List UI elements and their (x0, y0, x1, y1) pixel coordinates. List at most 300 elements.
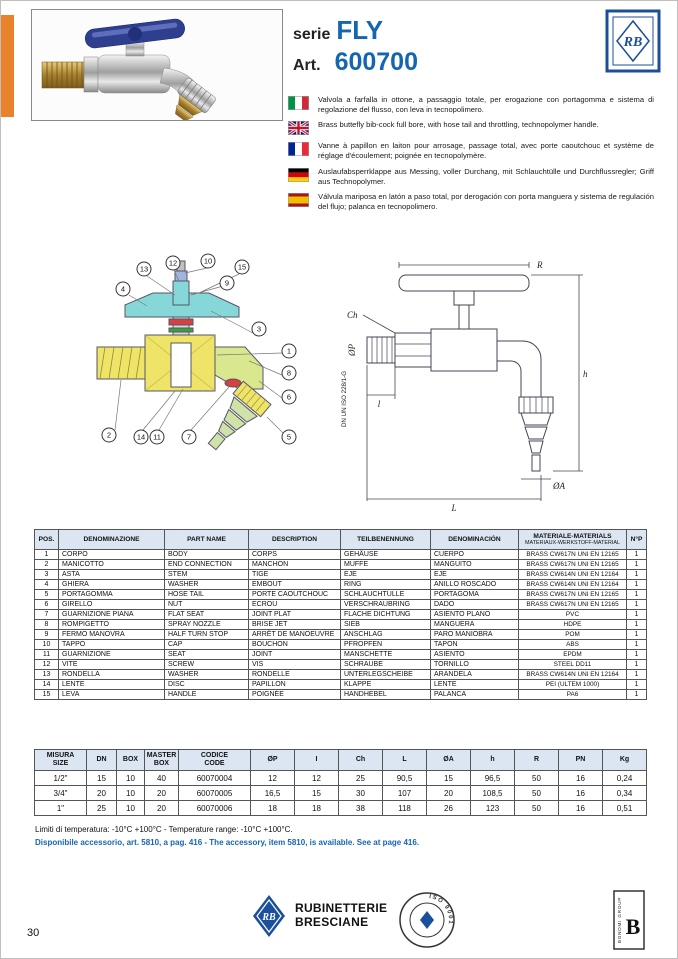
exploded-view-drawing (87, 249, 339, 525)
dims-header-pn: PN (559, 750, 603, 771)
table-cell: 60070005 (179, 786, 251, 801)
dims-header-i: I (295, 750, 339, 771)
table-cell: 1 (627, 630, 647, 640)
brand-name-line1: RUBINETTERIE (295, 901, 388, 916)
table-cell: HANDLE (165, 690, 249, 700)
table-cell: 3/4" (35, 786, 87, 801)
table-cell: 0,51 (603, 801, 647, 816)
table-cell: 96,5 (471, 771, 515, 786)
parts-table-header-row (35, 530, 647, 550)
svg-text:4: 4 (120, 284, 126, 294)
table-row (35, 620, 647, 630)
table-row (35, 680, 647, 690)
dims-header-misura (35, 750, 87, 771)
flag-spain-icon (288, 193, 309, 207)
group-letter: B (625, 914, 641, 939)
description-text-french: Vanne à papillon en laiton pour arrosage, passage total, avec porte caoutchouc et système de réglage d'écoulement; poignée en tecnopolymère. (318, 141, 654, 161)
title-block (293, 15, 418, 77)
svg-text:13: 13 (139, 264, 149, 274)
description-text-spanish: Válvula mariposa en latón a paso total, por derogación con porta manguera y sistema de regulación del flujo; palanca en tecnopolimero. (318, 192, 654, 212)
table-cell: LENTE (59, 680, 165, 690)
table-cell: MANSCHETTE (341, 650, 431, 660)
description-text-english: Brass buttefly bib-cock full bore, with hose tail and throttling, technopolymer handle. (318, 120, 599, 130)
table-cell: HOSE TAIL (165, 590, 249, 600)
table-cell: FLACHE DICHTUNG (341, 610, 431, 620)
table-cell: 40 (145, 771, 179, 786)
group-logo (613, 890, 645, 950)
table-cell: BRASS CW617N UNI EN 12165 (519, 550, 627, 560)
table-cell: FERMO MANOVRA (59, 630, 165, 640)
table-cell: DADO (431, 600, 519, 610)
table-cell: 38 (339, 801, 383, 816)
language-descriptions (288, 95, 654, 212)
description-text-italian: Valvola a farfalla in ottone, a passaggio totale, per erogazione con portagomma e sistema di regolazione del flusso, con leva in tecnopolimero. (318, 95, 654, 114)
table-cell: VITE (59, 660, 165, 670)
dimension-drawing (339, 249, 593, 525)
table-cell: 16 (559, 771, 603, 786)
table-row (35, 590, 647, 600)
table-cell: 1 (627, 610, 647, 620)
table-cell: WASHER (165, 670, 249, 680)
table-cell: POIGNÉE (249, 690, 341, 700)
table-cell: BRASS CW617N UNI EN 12165 (519, 600, 627, 610)
table-cell: DISC (165, 680, 249, 690)
accessory-note: Disponibile accessorio, art. 5810, a pag. 416 - The accessory, item 5810, is available. See at page 416. (35, 838, 420, 847)
group-logo-icon (613, 890, 645, 950)
table-cell: 1/2" (35, 771, 87, 786)
product-photo (31, 9, 283, 121)
table-cell: POM (519, 630, 627, 640)
table-cell: EJE (431, 570, 519, 580)
table-cell: ARRÊT DE MANOEUVRE (249, 630, 341, 640)
table-cell: 60070004 (179, 771, 251, 786)
dims-header-l: L (383, 750, 427, 771)
table-cell: BRASS CW617N UNI EN 12165 (519, 590, 627, 600)
part-callout (282, 390, 296, 404)
flag-italy-icon (288, 96, 309, 110)
group-name-vertical: BONOMI GROUP (617, 896, 622, 944)
table-cell: 0,24 (603, 771, 647, 786)
table-cell: 12 (295, 771, 339, 786)
table-cell: PEI (ULTEM 1000) (519, 680, 627, 690)
table-cell: LEVA (59, 690, 165, 700)
table-cell: END CONNECTION (165, 560, 249, 570)
table-cell: TORNILLO (431, 660, 519, 670)
technical-drawings (87, 249, 593, 525)
table-cell: 1 (627, 680, 647, 690)
table-cell: 60070006 (179, 801, 251, 816)
table-cell: ARANDELA (431, 670, 519, 680)
series-title (293, 15, 418, 46)
table-cell: 1 (627, 550, 647, 560)
table-cell: ROMPIGETTO (59, 620, 165, 630)
table-cell: 10 (35, 640, 59, 650)
table-cell: 16 (559, 786, 603, 801)
table-row (35, 801, 647, 816)
table-cell: LENTE (431, 680, 519, 690)
table-cell: 1 (627, 670, 647, 680)
dims-table-header-row (35, 750, 647, 771)
table-cell: ASIENTO (431, 650, 519, 660)
parts-header-teilbenennung: TEILBENENNUNG (341, 530, 431, 550)
table-cell: PORTE CAOUTCHOUC (249, 590, 341, 600)
part-callout (201, 254, 215, 268)
description-row (288, 95, 654, 114)
parts-header-material-line2: MATERIAUX-WERKSTOFF-MATERIAL (525, 540, 620, 546)
table-cell: HDPE (519, 620, 627, 630)
series-label: serie (293, 26, 331, 43)
table-cell: 1 (627, 660, 647, 670)
dims-header-codice-line1: CODICE (200, 752, 229, 759)
table-cell: BODY (165, 550, 249, 560)
svg-text:7: 7 (186, 432, 192, 442)
page-number: 30 (27, 927, 40, 939)
parts-header-denominacion: DENOMINACIÓN (431, 530, 519, 550)
table-cell: 11 (35, 650, 59, 660)
table-cell: 15 (295, 786, 339, 801)
dims-header-op: ØP (251, 750, 295, 771)
table-cell: BRASS CW617N UNI EN 12165 (519, 560, 627, 570)
svg-text:3: 3 (256, 324, 262, 334)
table-cell: 1 (627, 640, 647, 650)
svg-text:8: 8 (286, 368, 292, 378)
part-callout (116, 282, 130, 296)
dims-table-body (35, 771, 647, 816)
flag-france-icon (288, 142, 309, 156)
table-cell: 6 (35, 600, 59, 610)
table-cell: BRISE JET (249, 620, 341, 630)
footer-brand (251, 893, 387, 939)
table-cell: 15 (35, 690, 59, 700)
table-cell: 5 (35, 590, 59, 600)
table-cell: 20 (87, 786, 117, 801)
table-cell: 16,5 (251, 786, 295, 801)
table-row (35, 640, 647, 650)
table-cell: ANSCHLAG (341, 630, 431, 640)
part-callout (282, 344, 296, 358)
flag-germany-icon (288, 168, 309, 182)
description-row (288, 167, 654, 186)
parts-header-pos: POS. (35, 530, 59, 550)
table-cell: BOUCHON (249, 640, 341, 650)
product-photo-image (32, 10, 282, 120)
table-cell: 50 (515, 786, 559, 801)
table-cell: MANICOTTO (59, 560, 165, 570)
parts-header-description: DESCRIPTION (249, 530, 341, 550)
rb-monogram: RB (623, 35, 643, 50)
table-cell: PORTAGOMMA (59, 590, 165, 600)
svg-text:5: 5 (286, 432, 292, 442)
table-cell: 1 (627, 560, 647, 570)
table-row (35, 771, 647, 786)
table-cell: GUARNIZIONE (59, 650, 165, 660)
table-cell: 1 (627, 600, 647, 610)
table-cell: UNTERLEGSCHEIBE (341, 670, 431, 680)
table-cell: 16 (559, 801, 603, 816)
table-cell: EMBOUT (249, 580, 341, 590)
table-row (35, 786, 647, 801)
article-title (293, 48, 418, 77)
table-cell: 1 (627, 650, 647, 660)
table-cell: ASTA (59, 570, 165, 580)
table-cell: SEAT (165, 650, 249, 660)
table-cell: GHIERA (59, 580, 165, 590)
table-cell: 108,5 (471, 786, 515, 801)
table-cell: 7 (35, 610, 59, 620)
table-cell: EJE (341, 570, 431, 580)
table-cell: 90,5 (383, 771, 427, 786)
table-cell: 12 (251, 771, 295, 786)
dims-header-kg: Kg (603, 750, 647, 771)
table-cell: 50 (515, 771, 559, 786)
table-cell: RONDELLA (59, 670, 165, 680)
dim-label-ch: Ch (347, 310, 358, 320)
table-cell: 1 (627, 620, 647, 630)
parts-header-denominazione: DENOMINAZIONE (59, 530, 165, 550)
table-cell: ANILLO ROSCADO (431, 580, 519, 590)
table-cell: SCREW (165, 660, 249, 670)
table-cell: BRASS CW614N UNI EN 12164 (519, 670, 627, 680)
table-cell: 18 (251, 801, 295, 816)
flag-uk-icon (288, 121, 309, 135)
table-cell: 20 (427, 786, 471, 801)
table-cell: HALF TURN STOP (165, 630, 249, 640)
table-row (35, 550, 647, 560)
table-cell: STEM (165, 570, 249, 580)
table-cell: 0,34 (603, 786, 647, 801)
table-cell: JOINT PLAT (249, 610, 341, 620)
table-cell: NUT (165, 600, 249, 610)
dims-header-r: R (515, 750, 559, 771)
table-cell: 13 (35, 670, 59, 680)
dims-header-misura-line2: SIZE (52, 760, 69, 768)
table-cell: CORPS (249, 550, 341, 560)
svg-text:11: 11 (153, 432, 161, 442)
svg-text:1: 1 (286, 346, 292, 356)
table-cell: SCHRAUBE (341, 660, 431, 670)
table-cell: 10 (117, 771, 145, 786)
table-cell: 15 (427, 771, 471, 786)
table-cell: PAPILLON (249, 680, 341, 690)
table-row (35, 580, 647, 590)
table-cell: EPDM (519, 650, 627, 660)
dims-header-dn: DN (87, 750, 117, 771)
table-cell: 1 (35, 550, 59, 560)
svg-text:6: 6 (286, 392, 292, 402)
table-cell: HANDHEBEL (341, 690, 431, 700)
table-cell: 15 (87, 771, 117, 786)
article-number: 600700 (334, 48, 418, 76)
table-cell: 18 (295, 801, 339, 816)
svg-text:2: 2 (106, 430, 112, 440)
table-cell: WASHER (165, 580, 249, 590)
part-callout (102, 428, 116, 442)
table-cell: TIGE (249, 570, 341, 580)
table-row (35, 600, 647, 610)
description-row (288, 120, 654, 135)
table-cell: TAPON (431, 640, 519, 650)
article-label: Art. (293, 57, 321, 74)
table-cell: JOINT (249, 650, 341, 660)
table-cell: 12 (35, 660, 59, 670)
dims-header-codice (179, 750, 251, 771)
part-callout (252, 322, 266, 336)
table-cell: 14 (35, 680, 59, 690)
table-cell: CAP (165, 640, 249, 650)
brand-name (295, 902, 387, 930)
table-cell: 1 (627, 590, 647, 600)
svg-text:10: 10 (203, 256, 213, 266)
table-row (35, 650, 647, 660)
table-cell: 8 (35, 620, 59, 630)
svg-text:12: 12 (168, 258, 178, 268)
table-row (35, 660, 647, 670)
description-row (288, 141, 654, 160)
part-callout (182, 430, 196, 444)
cert-ring-text: ISO 9001 (428, 894, 454, 926)
table-cell: 1 (627, 580, 647, 590)
table-cell: GEHÄUSE (341, 550, 431, 560)
table-cell: ECROU (249, 600, 341, 610)
table-cell: MANGUITO (431, 560, 519, 570)
table-cell: 107 (383, 786, 427, 801)
photo-faucet (42, 18, 217, 120)
svg-text:15: 15 (237, 262, 247, 272)
dimensions-table (34, 749, 647, 816)
parts-table (34, 529, 647, 700)
table-cell: PA6 (519, 690, 627, 700)
table-cell: CORPO (59, 550, 165, 560)
dim-label-oa: ØA (553, 481, 565, 491)
table-cell: 118 (383, 801, 427, 816)
table-cell: MANCHON (249, 560, 341, 570)
table-cell: ASIENTO PLANO (431, 610, 519, 620)
dims-header-oa: ØA (427, 750, 471, 771)
table-cell: KLAPPE (341, 680, 431, 690)
table-row (35, 630, 647, 640)
table-cell: 123 (471, 801, 515, 816)
table-cell: 25 (87, 801, 117, 816)
table-cell: 20 (145, 786, 179, 801)
table-cell: 1 (627, 570, 647, 580)
description-row (288, 192, 654, 211)
rb-diamond-logo-icon (251, 893, 287, 939)
table-cell: PORTAGOMA (431, 590, 519, 600)
part-callout (282, 430, 296, 444)
table-cell: SIEB (341, 620, 431, 630)
table-cell: RING (341, 580, 431, 590)
temperature-note: Limiti di temperatura: -10°C +100°C - Temperature range: -10°C +100°C. (35, 825, 293, 834)
rb-logo (605, 9, 661, 73)
svg-text:14: 14 (136, 432, 146, 442)
certification-stamp (397, 890, 457, 950)
table-cell: VIS (249, 660, 341, 670)
dims-header-ch: Ch (339, 750, 383, 771)
table-cell: RONDELLE (249, 670, 341, 680)
dims-header-box: BOX (117, 750, 145, 771)
table-cell: 4 (35, 580, 59, 590)
table-cell: 26 (427, 801, 471, 816)
table-cell: 9 (35, 630, 59, 640)
table-cell: SPRAY NOZZLE (165, 620, 249, 630)
table-cell: STEEL DD11 (519, 660, 627, 670)
part-callout (282, 366, 296, 380)
dim-label-iso: DN UN ISO 228/1-G (341, 370, 348, 428)
brand-name-line2: BRESCIANE (295, 915, 369, 929)
table-cell: SCHLAUCHTÜLLE (341, 590, 431, 600)
dim-label-op: ØP (347, 344, 357, 356)
series-name: FLY (336, 15, 384, 45)
table-cell: 20 (145, 801, 179, 816)
table-cell: 50 (515, 801, 559, 816)
table-cell: 10 (117, 786, 145, 801)
parts-table-body (35, 550, 647, 700)
dim-label-h: h (583, 369, 588, 379)
table-cell: 30 (339, 786, 383, 801)
dims-header-misura-line1: MISURA (46, 752, 75, 759)
parts-header-part-name: PART NAME (165, 530, 249, 550)
dims-header-h: h (471, 750, 515, 771)
table-cell: PFROPFEN (341, 640, 431, 650)
table-cell: 10 (117, 801, 145, 816)
table-cell: 3 (35, 570, 59, 580)
table-cell: GIRELLO (59, 600, 165, 610)
table-cell: ABS (519, 640, 627, 650)
table-row (35, 670, 647, 680)
table-row (35, 570, 647, 580)
footer-rb-monogram: RB (262, 912, 276, 923)
parts-header-material (519, 530, 627, 550)
table-cell: GUARNIZIONE PIANA (59, 610, 165, 620)
rb-logo-icon (605, 9, 661, 73)
part-callout (235, 260, 249, 274)
parts-header-material-line1: MATERIALE-MATERIALS (533, 533, 612, 540)
part-callout (150, 430, 164, 444)
description-text-german: Auslaufabsperrklappe aus Messing, voller Durchang, mit Schlauchtülle und Durchflussregler; Griff aus Technopolymer. (318, 166, 654, 186)
dims-header-master-box (145, 750, 179, 771)
orange-accent-bar (1, 15, 14, 117)
table-cell: PARO MANIOBRA (431, 630, 519, 640)
certification-stamp-icon (397, 890, 457, 950)
table-cell: CUERPO (431, 550, 519, 560)
part-callout (220, 276, 234, 290)
table-cell: 1" (35, 801, 87, 816)
table-cell: PALANCA (431, 690, 519, 700)
parts-header-np: N°P (627, 530, 647, 550)
table-cell: BRASS CW614N UNI EN 12164 (519, 570, 627, 580)
dims-header-codice-line2: CODE (204, 760, 225, 768)
table-cell: FLAT SEAT (165, 610, 249, 620)
table-row (35, 610, 647, 620)
dim-label-r: R (537, 260, 543, 270)
table-cell: PVC (519, 610, 627, 620)
part-callout (137, 262, 151, 276)
table-row (35, 560, 647, 570)
part-callout (166, 256, 180, 270)
part-callout (134, 430, 148, 444)
dim-label-l: L (451, 503, 457, 513)
table-cell: TAPPO (59, 640, 165, 650)
svg-text:9: 9 (224, 278, 230, 288)
table-cell: 2 (35, 560, 59, 570)
table-cell: 25 (339, 771, 383, 786)
table-cell: MUFFE (341, 560, 431, 570)
dim-label-i: l (377, 399, 381, 409)
table-cell: BRASS CW614N UNI EN 12164 (519, 580, 627, 590)
table-cell: 1 (627, 690, 647, 700)
table-row (35, 690, 647, 700)
dims-header-master-line2: BOX (153, 760, 170, 768)
